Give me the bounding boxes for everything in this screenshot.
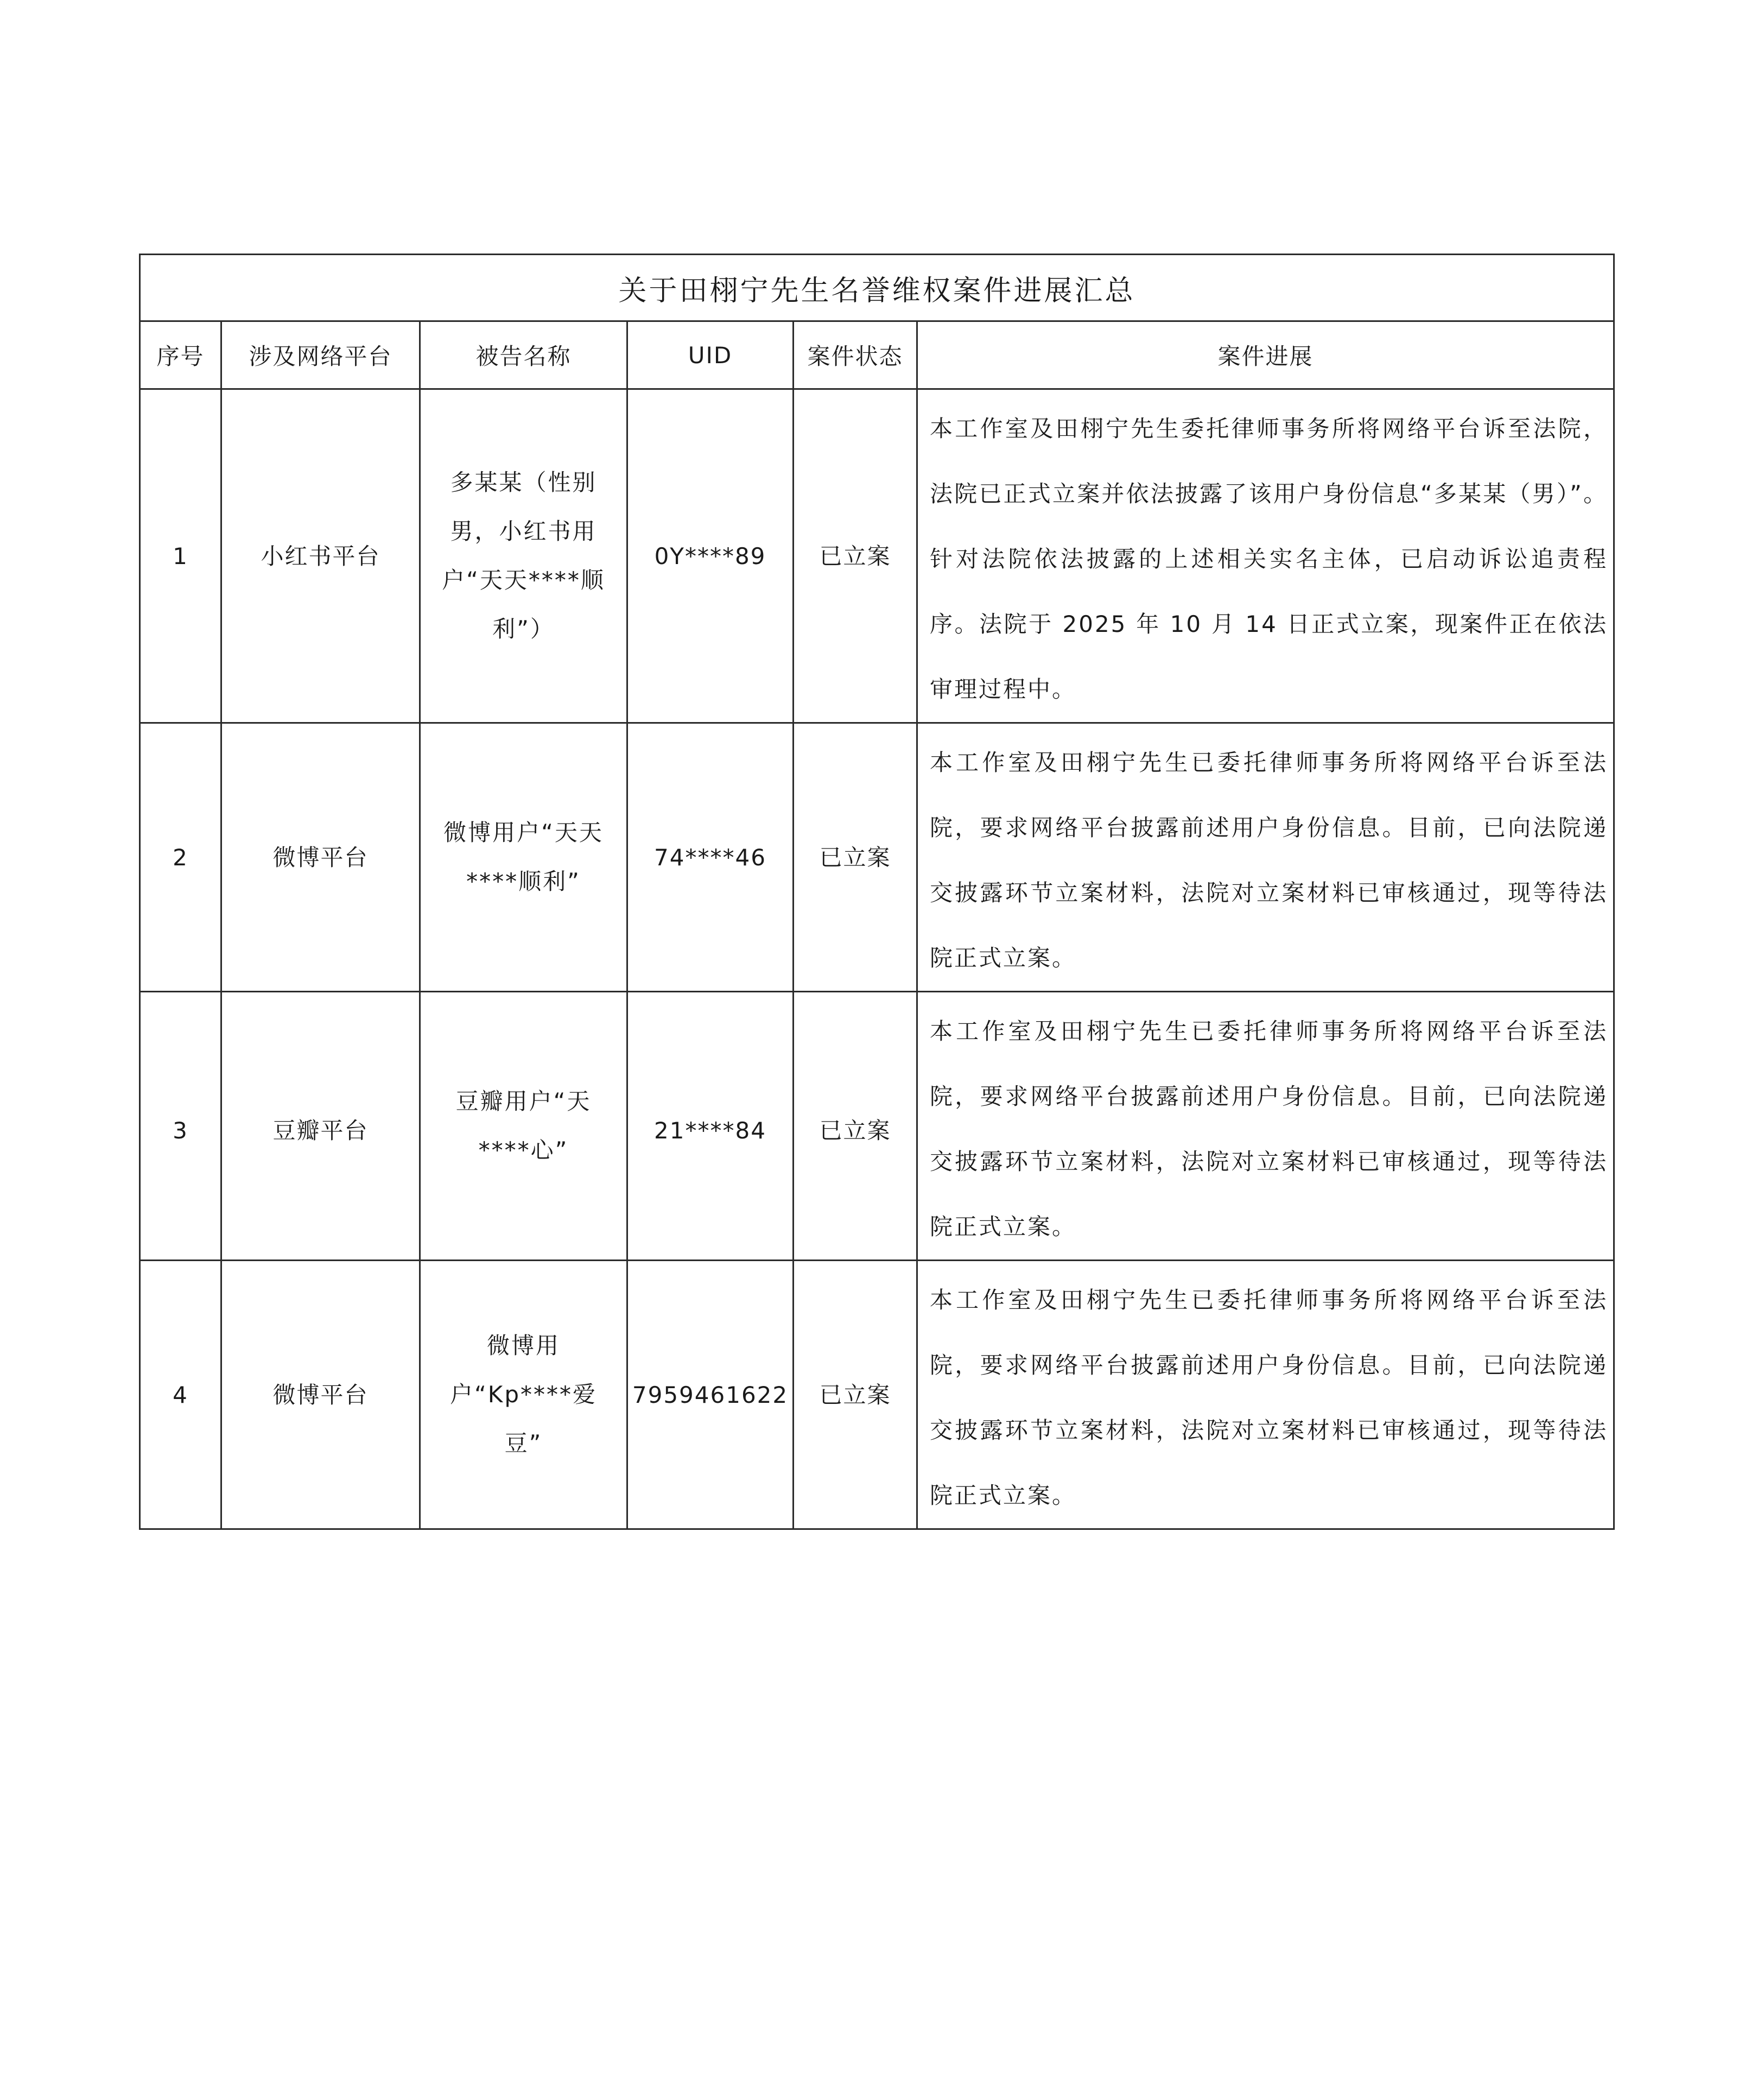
row-defendant — [420, 389, 627, 723]
table-row — [140, 389, 1614, 723]
table-row — [140, 1261, 1614, 1529]
table-title: 关于田栩宁先生名誉维权案件进展汇总 — [140, 255, 1614, 321]
row-index-text: 3 — [173, 1117, 188, 1144]
progress-text: 本工作室及田栩宁先生已委托律师事务所将网络平台诉至法院，要求网络平台披露前述用户身份信息。目前，已向法院递交披露环节立案材料，法院对立案材料已审核通过，现等待法院正式立案。 — [930, 1287, 1608, 1509]
row-index: 4 — [140, 1261, 221, 1529]
progress-text: 本工作室及田栩宁先生已委托律师事务所将网络平台诉至法院，要求网络平台披露前述用户身份信息。目前，已向法院递交披露环节立案材料，法院对立案材料已审核通过，现等待法院正式立案。 — [930, 749, 1608, 971]
header-row — [140, 321, 1614, 389]
row-defendant — [420, 992, 627, 1261]
row-status: 已立案 — [794, 723, 917, 992]
header-defendant: 被告名称 — [420, 321, 627, 389]
progress-text: 本工作室及田栩宁先生委托律师事务所将网络平台诉至法院，法院已正式立案并依法披露了该用户身份信息“多某某（男）”。针对法院依法披露的上述相关实名主体，已启动诉讼追责程序。法院于 2025 年 10 月 14 日正式立案，现案件正在依法审理过程中。 — [930, 415, 1608, 702]
progress-text: 本工作室及田栩宁先生已委托律师事务所将网络平台诉至法院，要求网络平台披露前述用户身份信息。目前，已向法院递交披露环节立案材料，法院对立案材料已审核通过，现等待法院正式立案。 — [930, 1018, 1608, 1240]
row-progress — [917, 992, 1614, 1261]
row-status: 已立案 — [794, 389, 917, 723]
row-platform: 微博平台 — [221, 1261, 420, 1529]
table-row — [140, 723, 1614, 992]
table-row — [140, 992, 1614, 1261]
row-defendant — [420, 1261, 627, 1529]
row-defendant — [420, 723, 627, 992]
defendant-text: 多某某（性别男，小红书用户“天天****顺利”） — [442, 469, 605, 642]
header-status: 案件状态 — [794, 321, 917, 389]
row-progress — [917, 723, 1614, 992]
defendant-text: 微博用户“天天****顺利” — [443, 819, 604, 895]
defendant-text: 豆瓣用户“天****心” — [455, 1088, 592, 1163]
row-progress — [917, 389, 1614, 723]
row-status — [794, 992, 917, 1261]
row-uid: 7959461622 — [627, 1261, 794, 1529]
header-index: 序号 — [140, 321, 221, 389]
row-platform: 微博平台 — [221, 723, 420, 992]
header-progress: 案件进展 — [917, 321, 1614, 389]
header-platform: 涉及网络平台 — [221, 321, 420, 389]
row-progress — [917, 1261, 1614, 1529]
row-index: 2 — [140, 723, 221, 992]
row-status-text: 已立案 — [819, 1117, 891, 1144]
header-uid: UID — [627, 321, 794, 389]
defendant-text: 微博用户“Kp****爱豆” — [450, 1332, 597, 1457]
row-status: 已立案 — [794, 1261, 917, 1529]
row-uid-text: 21****84 — [654, 1117, 766, 1144]
row-uid — [627, 992, 794, 1261]
row-platform: 小红书平台 — [221, 389, 420, 723]
case-summary-table — [139, 254, 1615, 1530]
table-title-row — [140, 255, 1614, 321]
row-platform-text: 豆瓣平台 — [272, 1117, 369, 1144]
row-index: 1 — [140, 389, 221, 723]
row-platform — [221, 992, 420, 1261]
row-uid: 74****46 — [627, 723, 794, 992]
row-uid: 0Y****89 — [627, 389, 794, 723]
row-index — [140, 992, 221, 1261]
